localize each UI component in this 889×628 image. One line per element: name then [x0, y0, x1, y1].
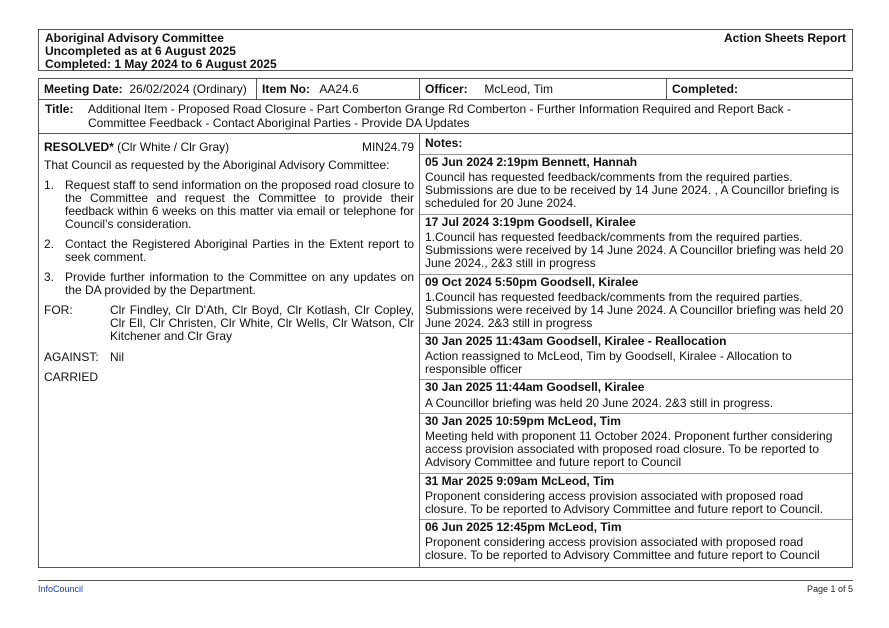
- resolution-item: [44, 271, 414, 297]
- resolved-label: RESOLVED*: [44, 140, 114, 154]
- note-body: Action reassigned to McLeod, Tim by Goodsell, Kiralee - Allocation to responsible officer: [425, 349, 792, 376]
- note-header: 30 Jan 2025 11:43am Goodsell, Kiralee - Reallocation: [420, 333, 852, 348]
- footer-brand: InfoCouncil: [38, 584, 84, 594]
- for-row: [44, 304, 414, 343]
- item-no-cell: [257, 79, 420, 99]
- note-header: 05 Jun 2024 2:19pm Bennett, Hannah: [420, 154, 852, 169]
- item-number: 3.: [44, 270, 55, 284]
- resolution-item: [44, 179, 414, 231]
- note-header: 09 Oct 2024 5:50pm Goodsell, Kiralee: [420, 274, 852, 289]
- meeting-date-value: 26/02/2024 (Ordinary): [129, 82, 247, 96]
- completed-cell: [667, 79, 852, 99]
- note-header: 30 Jan 2025 10:59pm McLeod, Tim: [420, 413, 852, 428]
- note-header: 06 Jun 2025 12:45pm McLeod, Tim: [420, 519, 852, 534]
- report-header: [38, 29, 853, 71]
- committee-name: Aboriginal Advisory Committee: [45, 31, 224, 45]
- minute-number: MIN24.79: [361, 140, 414, 154]
- action-sheet: [38, 78, 853, 568]
- for-value: Clr Findley, Clr D'Ath, Clr Boyd, Clr Kotlash, Clr Copley, Clr Ell, Clr Christen, Clr White, Clr Wells, Clr Watson, Clr Kitchener and Clr Gray: [110, 303, 414, 343]
- note-body: Proponent considering access provision associated with proposed road closure. To be reported to Advisory Committee and future report to Council: [425, 535, 820, 562]
- notes-heading: Notes:: [425, 136, 463, 150]
- meeting-date-cell: [39, 79, 257, 99]
- notes-column: [420, 134, 852, 567]
- outcome: CARRIED: [44, 370, 99, 384]
- note-body: Meeting held with proponent 11 October 2024. Proponent further considering access provision associated with proposed road closure. To be reported to Advisory Committee and future report to Council: [425, 429, 833, 469]
- item-text: Provide further information to the Committee on any updates on the DA provided by the Department.: [65, 270, 414, 297]
- header-info: [45, 32, 277, 71]
- item-text: Contact the Registered Aboriginal Parties in the Extent report to seek comment.: [65, 237, 414, 264]
- item-no-value: AA24.6: [319, 82, 359, 96]
- note-header: 30 Jan 2025 11:44am Goodsell, Kiralee: [420, 379, 852, 394]
- note-header: 17 Jul 2024 3:19pm Goodsell, Kiralee: [420, 214, 852, 229]
- title-label: Title:: [45, 102, 74, 116]
- page-number: Page 1 of 5: [806, 584, 853, 594]
- note-header: 31 Mar 2025 9:09am McLeod, Tim: [420, 473, 852, 488]
- resolution-column: [39, 134, 420, 567]
- report-name: Action Sheets Report: [723, 31, 846, 45]
- item-no-label: Item No:: [262, 82, 310, 96]
- note-body: 1.Council has requested feedback/comments from the required parties. Submissions were received by 14 June 2024. A Councillor briefing was held 20 June 2024., 2&3 still in progress: [425, 230, 844, 270]
- item-text: Request staff to send information on the proposed road closure to the Committee and request the Committee to provide their feedback within 6 weeks on this matter via email or telephone for Council’s consideration.: [65, 178, 414, 231]
- footer-divider: [38, 580, 853, 581]
- meeting-date-label: Meeting Date:: [44, 82, 123, 96]
- against-label: AGAINST:: [44, 350, 99, 364]
- for-label: FOR:: [44, 303, 73, 317]
- resolved-row: [44, 140, 414, 154]
- uncompleted-date: Uncompleted as at 6 August 2025: [45, 44, 236, 58]
- note-body: A Councillor briefing was held 20 June 2024. 2&3 still in progress.: [425, 396, 774, 410]
- meta-row: [39, 79, 852, 100]
- title-row: [39, 100, 852, 134]
- note-body: 1.Council has requested feedback/comments from the required parties. Submissions were received by 14 June 2024. A Councillor briefing was held 20 June 2024. 2&3 still in progress: [425, 290, 844, 330]
- officer-label: Officer:: [425, 82, 468, 96]
- resolution-intro: That Council as requested by the Aboriginal Advisory Committee:: [44, 158, 390, 172]
- officer-value: McLeod, Tim: [484, 82, 554, 96]
- note-body: Proponent considering access provision associated with proposed road closure. To be reported to Advisory Committee and future report to Council.: [425, 489, 823, 516]
- completed-range: Completed: 1 May 2024 to 6 August 2025: [45, 57, 277, 71]
- completed-label: Completed:: [672, 82, 738, 96]
- item-number: 1.: [44, 178, 55, 192]
- officer-cell: [420, 79, 667, 99]
- title-text: Additional Item - Proposed Road Closure - Part Comberton Grange Rd Comberton - Further Information Required and Report Back - Committee Feedback - Contact Aboriginal Parties - Provide DA Updates: [88, 102, 791, 130]
- item-number: 2.: [44, 237, 55, 251]
- against-row: [44, 351, 414, 364]
- movers: (Clr White / Clr Gray): [117, 140, 230, 154]
- against-value: Nil: [110, 350, 124, 364]
- note-body: Council has requested feedback/comments from the required parties. Submissions are due to be received by 14 June 2024. , A Councillor briefing is scheduled for 20 June 2024.: [425, 170, 840, 210]
- resolution-item: [44, 238, 414, 264]
